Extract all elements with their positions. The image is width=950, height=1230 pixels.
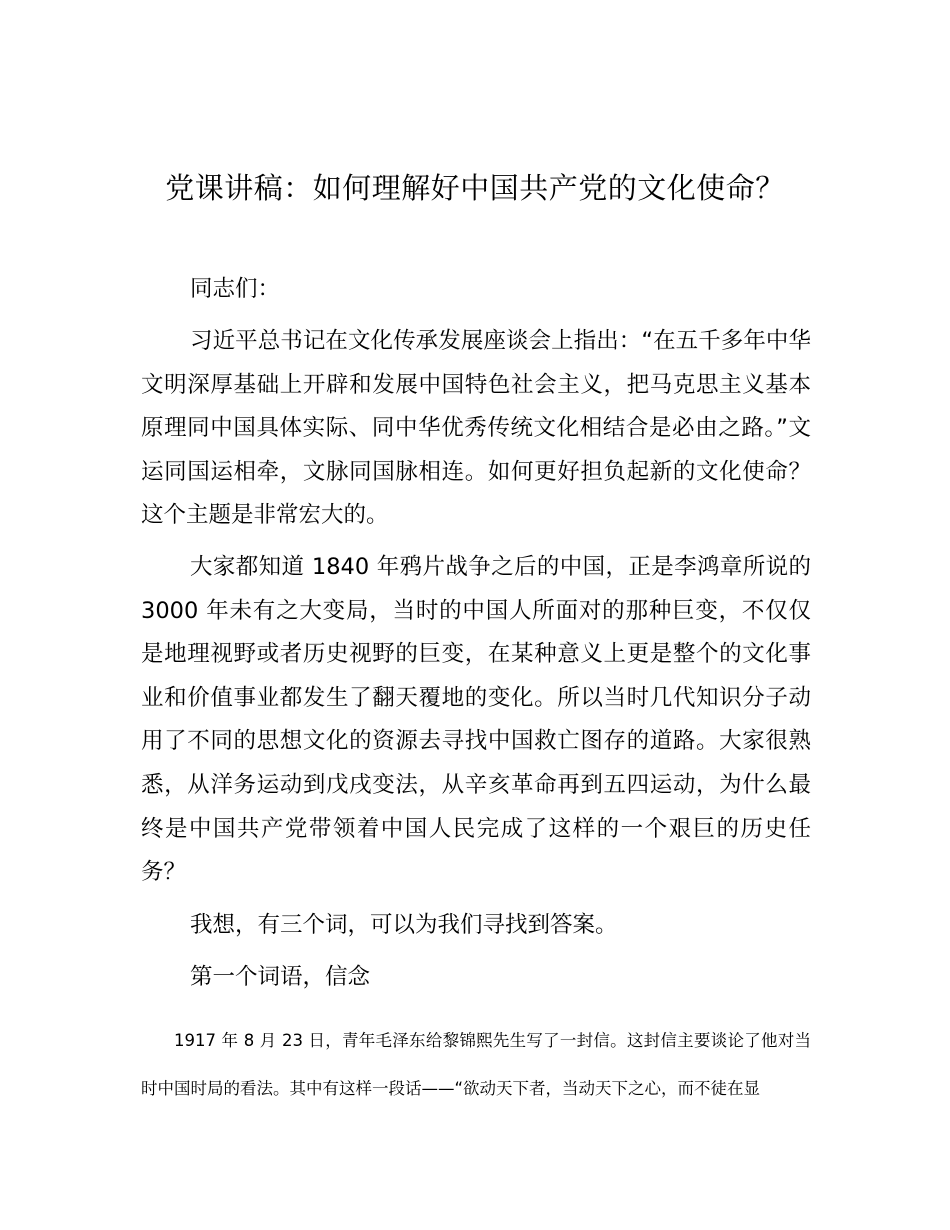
section-heading-belief: 第一个词语，信念 <box>190 964 371 990</box>
paragraph-historical-context: 大家都知道 1840 年鸦片战争之后的中国，正是李鸿章所说的 3000 年未有之大变局，当时的中国人所面对的那种巨变，不仅仅是地理视野或者历史视野的巨变，在某种意义上更是整个的文化事业和价值事业都发生了翻天覆地的变化。所以当时几代知识分子动用了不同的思想文化的资源去寻找中国救亡图存的道路。大家很熟悉，从洋务运动到戊戌变法，从辛亥革命再到五四运动，为什么最终是中国共产党带领着中国人民完成了这样的一个艰巨的历史任务？ <box>141 554 811 886</box>
paragraph-three-words: 我想，有三个词，可以为我们寻找到答案。 <box>190 912 618 938</box>
salutation: 同志们： <box>190 276 281 302</box>
paragraph-mao-letter: 1917 年 8 月 23 日，青年毛泽东给黎锦熙先生写了一封信。这封信主要谈论了他对当时中国时局的看法。其中有这样一段话——“欲动天下者，当动天下之心，而不徒在显 <box>141 1031 811 1098</box>
paragraph-xi-quote: 习近平总书记在文化传承发展座谈会上指出：“在五千多年中华文明深厚基础上开辟和发展中国特色社会主义，把马克思主义基本原理同中国具体实际、同中华优秀传统文化相结合是必由之路。”文运同国运相牵，文脉同国脉相连。如何更好担负起新的文化使命？这个主题是非常宏大的。 <box>141 328 811 529</box>
page-title: 党课讲稿：如何理解好中国共产党的文化使命？ <box>165 171 785 205</box>
